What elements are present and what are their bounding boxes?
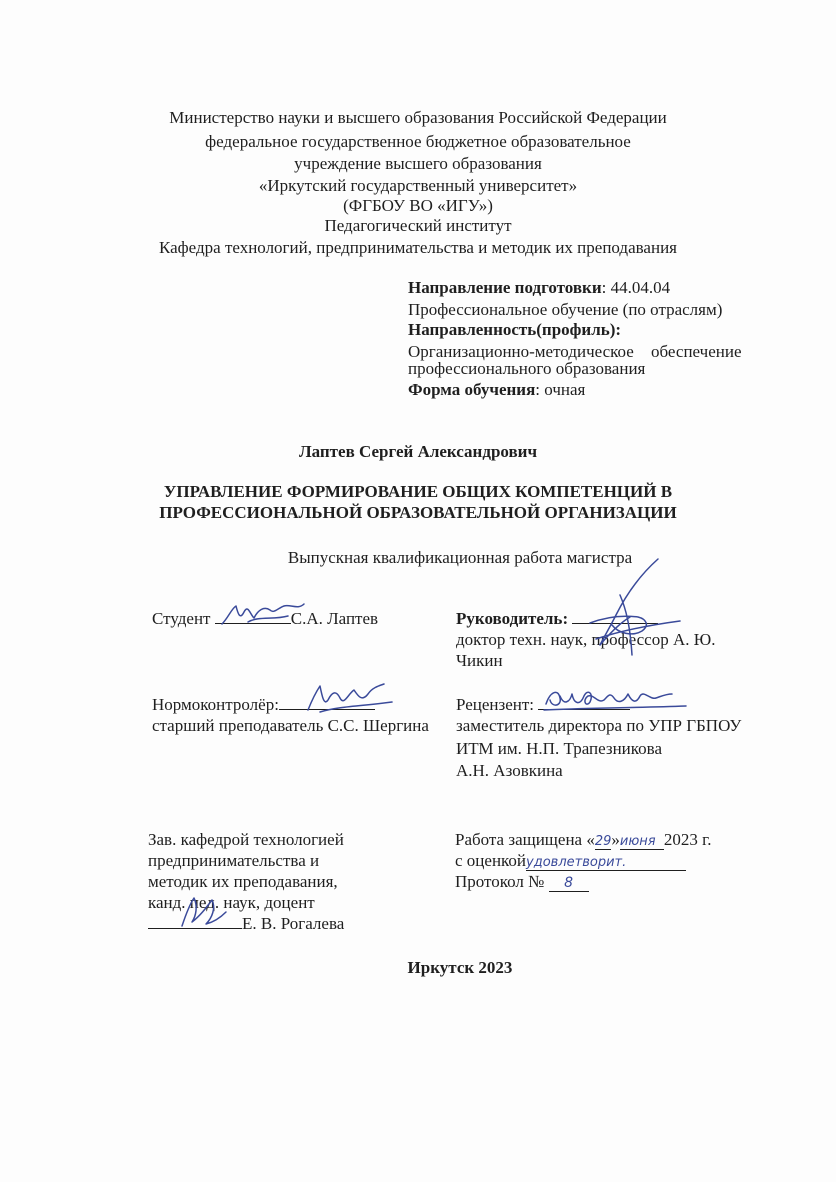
student-name: С.А. Лаптев [290,609,379,628]
direction-line [408,278,670,298]
university-abbr: (ФГБОУ ВО «ИГУ») [343,196,493,215]
profile-line-1a: Организационно-методическое [408,342,634,361]
reviewer-line-3: А.Н. Азовкина [456,761,563,780]
head-name-line [148,914,344,934]
student-line [152,609,378,629]
supervisor-label-line: Руководитель: [456,609,658,629]
direction-name: Профессиональное обучение (по отраслям) [408,300,723,319]
student-label: Студент [152,609,211,628]
work-type: Выпускная квалификационная работа магистра [287,548,633,567]
normcontrol-label: Нормоконтролёр: [152,695,279,714]
author-name: Лаптев Сергей Александрович [298,442,538,461]
thesis-title-line-1: УПРАВЛЕНИЕ ФОРМИРОВАНИЕ ОБЩИХ КОМПЕТЕНЦИЙ В [163,482,673,501]
head-line-4: канд. пед. наук, доцент [148,893,315,912]
ministry-line: Министерство науки и высшего образования Российской Федерации [169,108,667,127]
defense-prefix: Работа защищена « [455,830,595,849]
thesis-title-line-2: ПРОФЕССИОНАЛЬНОЙ ОБРАЗОВАТЕЛЬНОЙ ОРГАНИЗАЦИИ [159,503,677,522]
supervisor-label: Руководитель [456,609,563,628]
reviewer-line-2: ИТМ им. Н.П. Трапезникова [456,739,663,758]
protocol-value: 8 [549,875,589,892]
reviewer-line-1: заместитель директора по УПР ГБПОУ [456,716,742,735]
university-name: «Иркутский государственный университет» [258,176,578,195]
grade-line [455,851,686,871]
defense-month: июня [620,834,664,850]
institute-name: Педагогический институт [324,216,512,235]
city-year: Иркутск 2023 [407,958,513,977]
defense-line: Работа защищена «29»июня 2023 г. [455,830,712,849]
reviewer-signature-line [538,695,630,710]
profile-line-1b: обеспечение [651,342,742,361]
reviewer-label-line [456,695,630,715]
protocol-label: Протокол № [455,872,545,891]
institution-type-line: учреждение высшего образования [294,154,542,173]
head-line-1: Зав. кафедрой технологией [148,830,344,849]
form-value: : очная [535,380,586,399]
student-signature-line [215,609,291,624]
head-signature-line [148,914,242,929]
university-type-line: федеральное государственное бюджетное образовательное [205,132,631,151]
normcontrol-position: старший преподаватель С.С. Шергина [152,716,429,735]
supervisor-signature-line [572,609,658,624]
form-line [408,380,585,400]
grade-value: удовлетворит. [526,855,686,871]
protocol-line [455,872,589,892]
profile-label: Направленность(профиль): [408,320,622,339]
direction-value: : 44.04.04 [601,278,671,297]
normcontrol-signature-line [279,695,375,710]
department-name: Кафедра технологий, предпринимательства и методик их преподавания [159,238,677,257]
direction-label: Направление подготовки [408,278,602,297]
form-label: Форма обучения [408,380,536,399]
defense-year: 2023 г. [663,830,712,849]
grade-label: с оценкой [455,851,527,870]
supervisor-line-1: доктор техн. наук, профессор А. Ю. [456,630,716,649]
head-line-3: методик их преподавания, [148,872,338,891]
supervisor-line-2: Чикин [456,651,503,670]
head-line-2: предпринимательства и [148,851,320,870]
reviewer-label: Рецензент: [456,695,535,714]
defense-day: 29 [594,834,612,849]
head-name: Е. В. Рогалева [242,914,345,933]
profile-line-2: профессионального образования [408,359,646,378]
normcontrol-label-line [152,695,375,715]
